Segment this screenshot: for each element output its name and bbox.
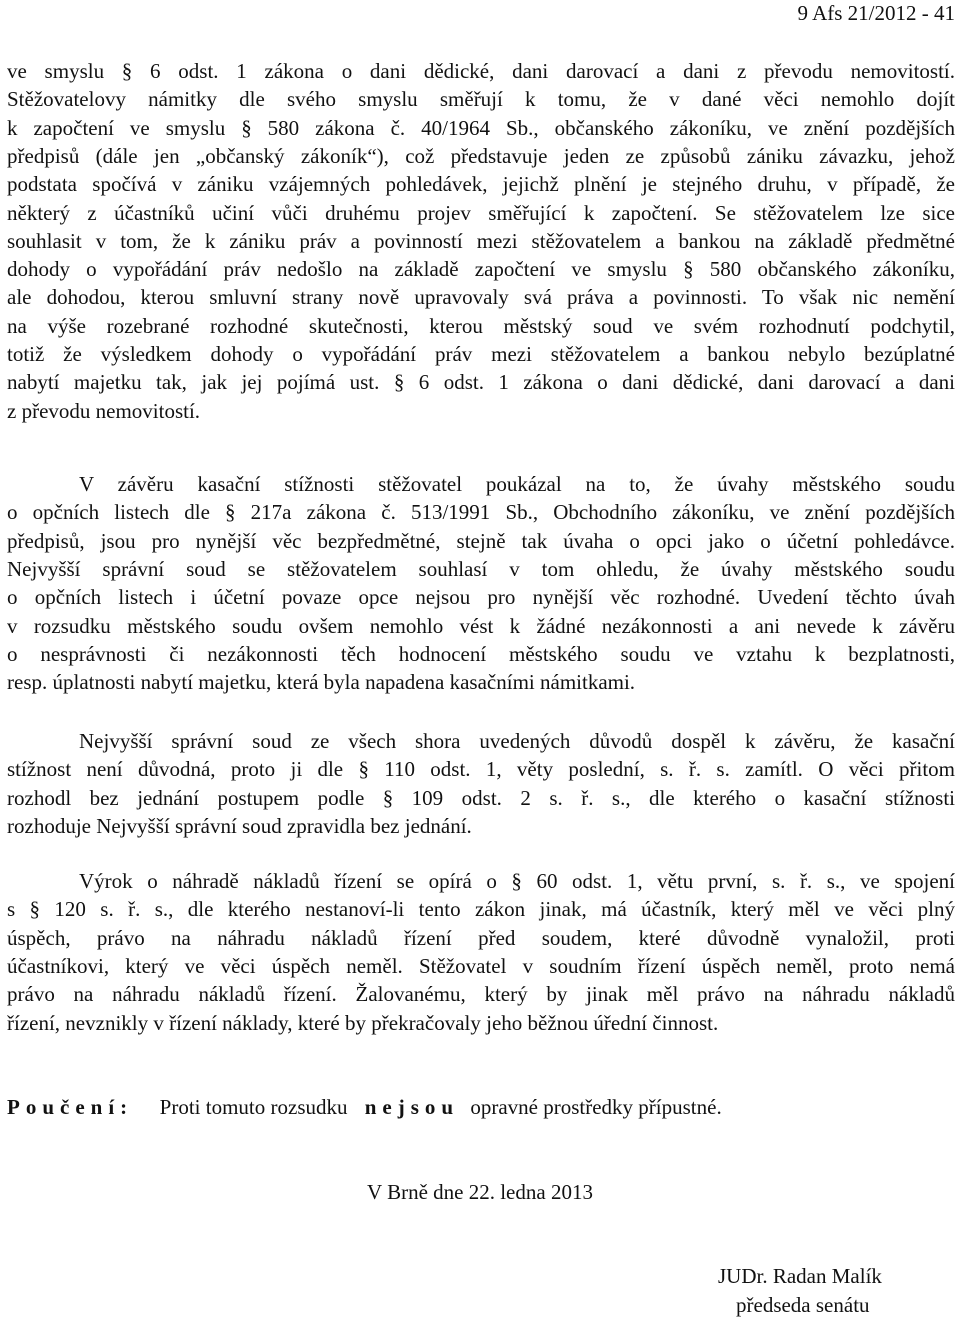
text-line: Výrok o náhradě nákladů řízení se opírá o § 60 odst. 1, větu první, s. ř. s., ve spojení: [79, 869, 955, 893]
text-line: k započtení ve smyslu § 580 zákona č. 40/1964 Sb., občanského zákoníku, ve znění pozdějších: [7, 115, 955, 140]
text-line: předpisů (dále jen „občanský zákoník“), což představuje jeden ze způsobů zániku závazku, jehož: [7, 143, 955, 168]
text-line: Nejvyšší správní soud ze všech shora uvedených důvodů dospěl k závěru, že kasační: [79, 729, 955, 753]
text-line: rozhoduje Nejvyšší správní soud zpravidla bez jednání.: [7, 813, 472, 838]
text-line: úspěch, právo na náhradu nákladů řízení před soudem, které důvodně vynaložil, proti: [7, 925, 955, 950]
notice-title: Poučení:: [7, 1095, 134, 1119]
text-line: ale dohodou, kterou smluvní strany nově upravovaly svá práva a povinnosti. To však nic nemění: [7, 285, 955, 310]
date-place: V Brně dne 22. ledna 2013: [367, 1180, 593, 1204]
text-line: rozhodl bez jednání postupem podle § 109 odst. 2 s. ř. s., dle kterého o kasační stížnosti: [7, 785, 955, 810]
text-line: Stěžovatelovy námitky dle svého smyslu směřují k tomu, že v dané věci nemohlo dojít: [7, 87, 955, 112]
text-line: z převodu nemovitostí.: [7, 398, 201, 423]
text-line: podstata spočívá v zániku vzájemných pohledávek, jejichž plnění je stejného druhu, v případě, že: [7, 172, 955, 197]
text-line: stížnost není důvodná, proto ji dle § 110 odst. 1, věty poslední, s. ř. s. zamítl. O věci přitom: [7, 757, 955, 782]
text-line: účastníkovi, který ve věci úspěch neměl. Stěžovatel v soudním řízení úspěch neměl, proto nemá: [7, 953, 955, 978]
text-line: Nejvyšší správní soud se stěžovatelem souhlasí v tom ohledu, že úvahy městského soudu: [7, 556, 955, 581]
text-line: o opčních listech i účetní povaze opce nejsou pro nynější věc rozhodné. Uvedení těchto úvah: [7, 585, 955, 610]
text-line: některý z účastníků učiní vůči druhému projev směřující k započtení. Se stěžovatelem lze sice: [7, 200, 955, 225]
text-line: dohody o vypořádání práv nedošlo na základě započtení ve smyslu § 580 občanského zákoníku,: [7, 257, 955, 282]
text-line: řízení, nevznikly v řízení náklady, které by překračovaly jeho běžnou úřední činnost.: [7, 1010, 719, 1035]
text-line: v rozsudku městského soudu ovšem nemohlo vést k žádné nezákonnosti a ani nevede k závěru: [7, 613, 955, 638]
text-line: o nesprávnosti či nezákonnosti těch hodnocení městského soudu ve vztahu k bezplatnosti,: [7, 641, 955, 666]
text-line: právo na náhradu nákladů řízení. Žalovanému, který by jinak měl právo na náhradu nákladů: [7, 982, 955, 1007]
text-line: o opčních listech dle § 217a zákona č. 513/1991 Sb., Obchodního zákoníku, ve znění pozdějších: [7, 500, 955, 525]
text-line: totiž že výsledkem dohody o vypořádání práv mezi stěžovatelem a bankou nebylo bezúplatné: [7, 342, 955, 366]
text-line: resp. úplatnosti nabytí majetku, která byla napadena kasačními námitkami.: [7, 670, 636, 695]
text-line: s § 120 s. ř. s., dle kterého nestanoví-li tento zákon jinak, má účastník, který měl ve věci plný: [7, 897, 955, 922]
notice-emphasis: nejsou: [364, 1095, 460, 1119]
text-line: ve smyslu § 6 odst. 1 zákona o dani dědické, dani darovací a dani z převodu nemovitostí.: [7, 59, 955, 83]
text-line: V závěru kasační stížnosti stěžovatel poukázal na to, že úvahy městského soudu: [79, 472, 955, 496]
case-number: 9 Afs 21/2012 - 41: [797, 1, 955, 25]
text-line: souhlasit v tom, že k zániku práv a povinností mezi stěžovatelem a bankou na základě předmětné: [7, 228, 955, 253]
notice-text-2: opravné prostředky přípustné.: [470, 1095, 722, 1119]
notice-text-1: Proti tomuto rozsudku: [159, 1095, 348, 1119]
text-line: na výše rozebrané rozhodné skutečnosti, kterou městský soud ve svém rozhodnutí podchytil,: [7, 313, 955, 338]
signature-role: předseda senátu: [736, 1293, 870, 1317]
text-line: předpisů, jsou pro nynější věc bezpředmětné, stejně tak úvaha o opci jako o účetní pohledávce.: [7, 528, 955, 553]
signature-name: JUDr. Radan Malík: [718, 1264, 882, 1288]
legal-notice: [7, 1092, 722, 1122]
text-line: nabytí majetku tak, jak jej pojímá ust. § 6 odst. 1 zákona o dani dědické, dani darovací a dani: [7, 370, 955, 395]
